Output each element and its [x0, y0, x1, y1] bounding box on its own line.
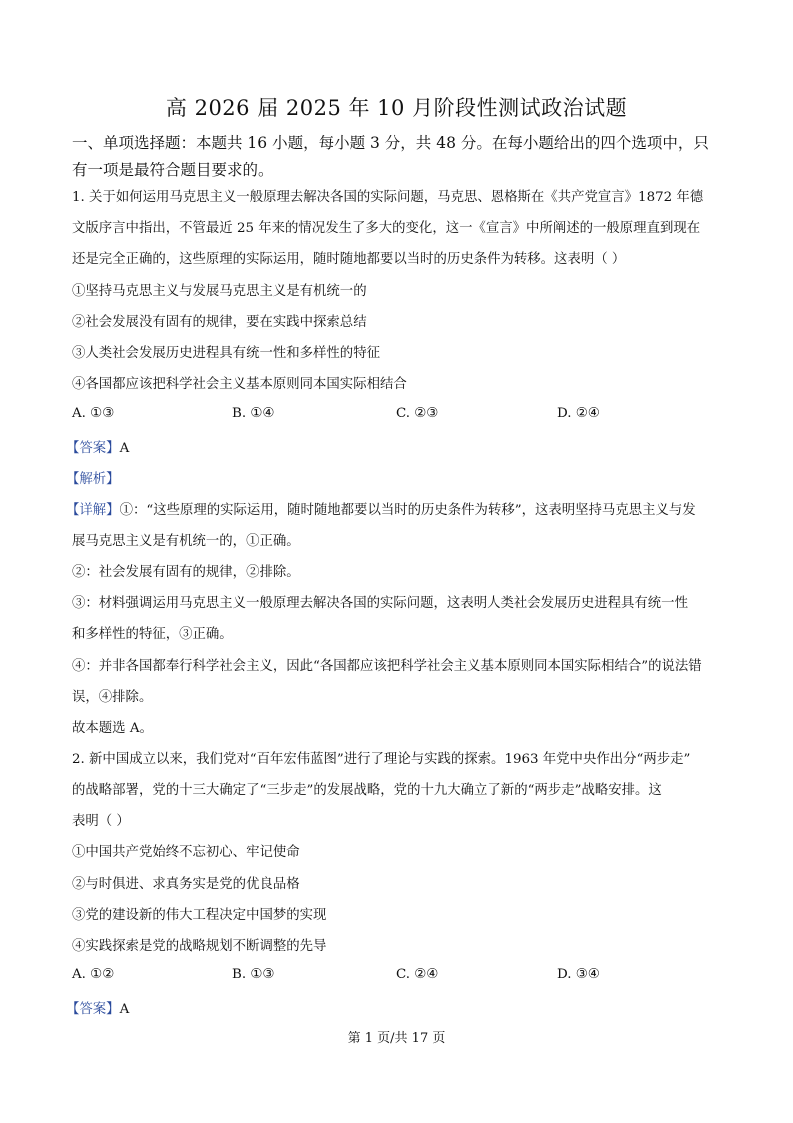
q1-detail-line-6: ④：并非各国都奉行科学社会主义，因此“各国都应该把科学社会主义基本原则同本国实际相结合”的说法错: [72, 659, 702, 674]
q1-stem-line-1: 1. 关于如何运用马克思主义一般原理去解决各国的实际问题，马克思、恩格斯在《共产党宣言》1872 年德: [72, 190, 704, 205]
q2-answer-value: A: [119, 1002, 130, 1017]
q2-item-2: ②与时俱进、求真务实是党的优良品格: [72, 877, 300, 892]
q1-option-c: C. ②③: [396, 406, 439, 421]
q2-option-d: D. ③④: [557, 967, 600, 982]
q2-stem-line-2: 的战略部署，党的十三大确定了“三步走”的发展战略，党的十九大确立了新的“两步走”战略安排。这: [72, 783, 662, 798]
q1-detail-line-2: 展马克思主义是有机统一的，①正确。: [72, 534, 300, 549]
q2-item-4: ④实践探索是党的战略规划不断调整的先导: [72, 939, 327, 954]
q1-answer-row: [66, 437, 129, 456]
q1-detail-line-3: ②：社会发展有固有的规律，②排除。: [72, 565, 300, 580]
q1-detail-line-1: ①：“这些原理的实际运用，随时随地都要以当时的历史条件为转移”，这表明坚持马克思主义与发: [119, 503, 696, 518]
q1-item-4: ④各国都应该把科学社会主义基本原则同本国实际相结合: [72, 377, 407, 392]
q2-option-b: B. ①③: [232, 967, 275, 982]
q1-option-a: A. ①③: [72, 406, 115, 421]
q1-item-1: ①坚持马克思主义与发展马克思主义是有机统一的: [72, 284, 367, 299]
q2-item-1: ①中国共产党始终不忘初心、牢记使命: [72, 845, 300, 860]
q1-option-d: D. ②④: [557, 406, 600, 421]
q1-item-2: ②社会发展没有固有的规律，要在实践中探索总结: [72, 315, 367, 330]
q1-detail-tag: 【详解】: [66, 503, 120, 518]
q1-answer-value: A: [119, 441, 130, 456]
page-footer: 第 1 页/共 17 页: [347, 1031, 446, 1046]
q1-answer-tag: 【答案】: [66, 441, 120, 456]
q1-detail-row-1: [66, 499, 696, 518]
q2-answer-row: [66, 998, 129, 1017]
q1-stem-line-3: 还是完全正确的，这些原理的实际运用，随时随地都要以当时的历史条件为转移。这表明（ ）: [72, 252, 626, 267]
q2-stem-line-3: 表明（ ）: [72, 814, 130, 829]
q1-detail-line-7: 误，④排除。: [72, 690, 153, 705]
q2-stem-line-1: 2. 新中国成立以来，我们党对“百年宏伟蓝图”进行了理论与实践的探索。1963 年党中央作出分“两步走”: [72, 752, 691, 767]
q1-detail-line-8: 故本题选 A。: [72, 721, 153, 736]
q1-detail-line-5: 和多样性的特征，③正确。: [72, 627, 233, 642]
section-heading-line-2: 有一项是最符合题目要求的。: [72, 161, 274, 179]
q2-answer-tag: 【答案】: [66, 1002, 120, 1017]
q1-analysis-tag: 【解析】: [66, 472, 120, 487]
q1-detail-line-4: ③：材料强调运用马克思主义一般原理去解决各国的实际问题，这表明人类社会发展历史进程具有统一性: [72, 596, 688, 611]
q1-stem-line-2: 文版序言中指出，不管最近 25 年来的情况发生了多大的变化，这一《宣言》中所阐述的一般原理直到现在: [72, 221, 701, 236]
section-heading-line-1: 一、单项选择题：本题共 16 小题，每小题 3 分，共 48 分。在每小题给出的四个选项中，只: [72, 134, 709, 152]
q1-item-3: ③人类社会发展历史进程具有统一性和多样性的特征: [72, 346, 380, 361]
page-title: 高 2026 届 2025 年 10 月阶段性测试政治试题: [165, 96, 628, 120]
q1-analysis-row: [66, 468, 120, 487]
q2-item-3: ③党的建设新的伟大工程决定中国梦的实现: [72, 908, 327, 923]
q1-option-b: B. ①④: [232, 406, 275, 421]
q2-option-c: C. ②④: [396, 967, 439, 982]
q2-option-a: A. ①②: [72, 967, 115, 982]
